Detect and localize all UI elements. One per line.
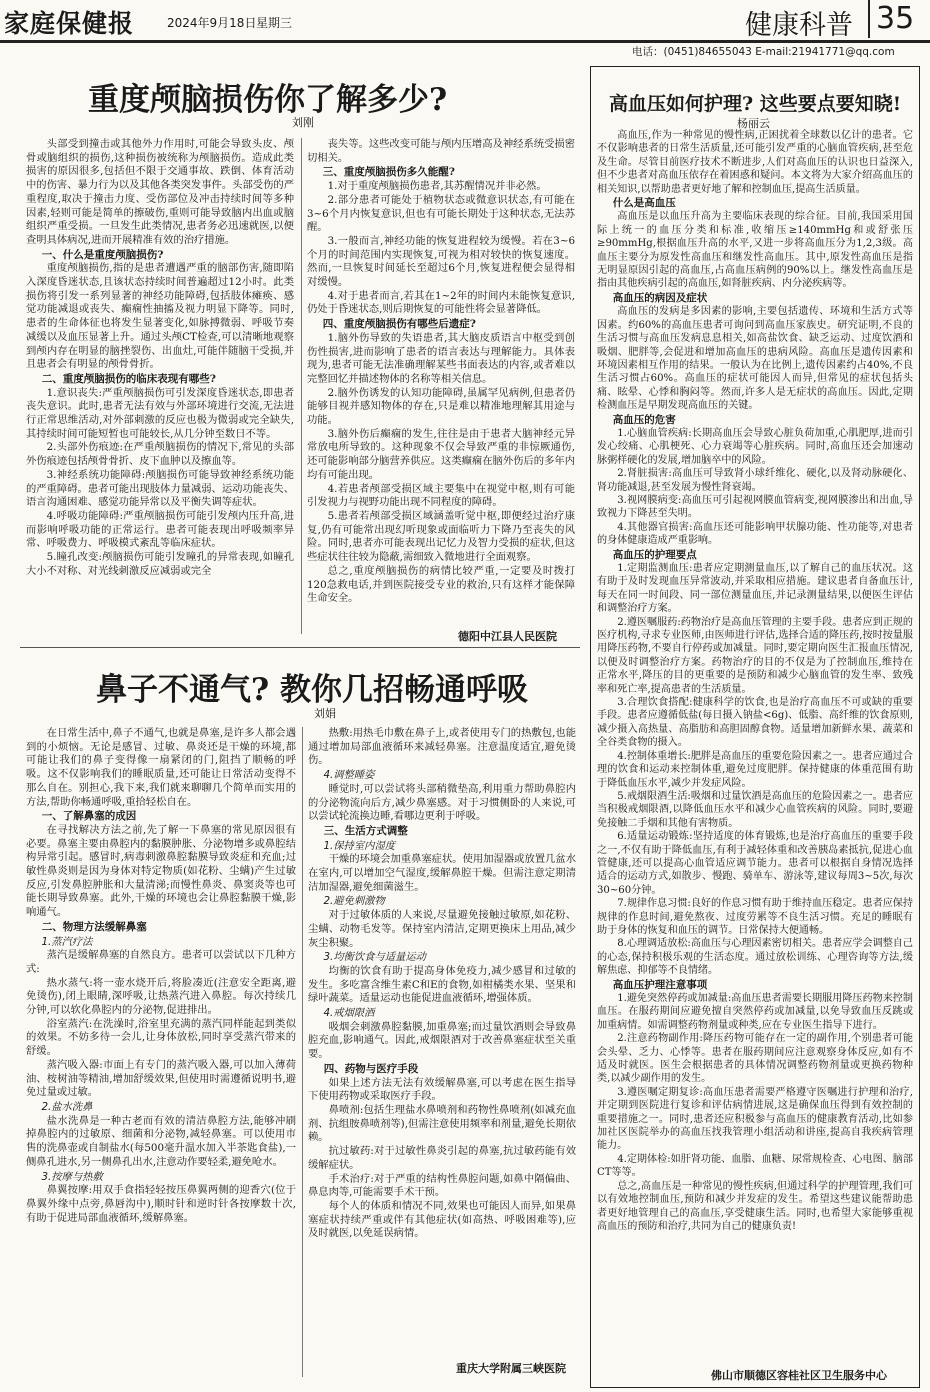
paragraph: 蒸汽吸入器:市面上有专门的蒸汽吸入器,可以加入薄荷油、桉树油等精油,增加舒缓效果,但使用时需遵循说明书,避免过量或过敏。 bbox=[26, 1058, 296, 1099]
paragraph: 3.视网膜病变:高血压可引起视网膜血管病变,视网膜渗出和出血,导致视力下降甚至失明。 bbox=[597, 494, 913, 520]
paragraph: 3.脑外伤后癫痫的发生,往往是由于患者大脑神经元异常放电所导致的。这种现象不仅会导致严重的非惊厥通伤,还可能影响部分脑营养供应。这类癫痫在脑外伤后的多年内均有可能出现。 bbox=[307, 427, 575, 481]
paragraph: 均衡的饮食有助于提高身体免疫力,减少感冒和过敏的发生。多吃富含维生素C和E的食物,如柑橘类水果、坚果和绿叶蔬菜。适量运动也能促进血液循环,增强体质。 bbox=[308, 964, 576, 1005]
paragraph: 手术治疗:对于严重的结构性鼻腔问题,如鼻中隔偏曲、鼻息肉等,可能需要手术干预。 bbox=[308, 1172, 576, 1199]
paragraph: 浴室蒸汽:在洗澡时,浴室里充满的蒸汽同样能起到类似的效果。不妨多待一会儿,让身体放松,同时享受蒸汽带来的舒缓。 bbox=[26, 1017, 296, 1058]
paragraph: 高血压是以血压升高为主要临床表现的综合征。目前,我国采用国际上统一的血压分类和标准,收缩压≥140mmHg和或舒张压≥90mmHg,根据血压升高的水平,又进一步将高血压分为1,2,3级。高血压主要分为原发性高血压和继发性高血压。其中,原发性高血压是指无明显原因引起的高血压,占高血压病例的90%以上。继发性高血压是指由其他疾病引起的高血压,如肾脏疾病、内分泌疾病等。 bbox=[597, 211, 913, 290]
paragraph: 2.脑外伤诱发的认知功能障碍,虽属罕见病例,但患者仍能够目视并感知物体的存在,只是难以精准地理解其用途与功能。 bbox=[307, 386, 575, 427]
paragraph: 高血压的发病是多因素的影响,主要包括遗传、环境和生活方式等因素。约60%的高血压患者可询问到高血压家族史。研究证明,不良的生活习惯与高血压发病息息相关,如高盐饮食、缺乏运动、过度饮酒和吸烟、肥胖等,会促进和增加高血压的患病风险。高血压是遗传因素和环境因素相互作用的结果。一般认为在比例上,遗传因素约占40%,不良生活习惯占60%。高血压的症状可能因人而异,但常见的症状包括头痛、眩晕、心悸和胸闷等。然而,许多人是无症状的高血压。因此,定期检测血压是早期发现高血压的关键。 bbox=[597, 306, 913, 412]
subheading: 2.避免刺激物 bbox=[323, 895, 385, 908]
paper-name: 家庭保健报 bbox=[4, 9, 135, 38]
subheading: 3.按摩与热敷 bbox=[41, 1170, 103, 1183]
paragraph: 抗过敏药:对于过敏性鼻炎引起的鼻塞,抗过敏药能有效缓解症状。 bbox=[308, 1145, 576, 1171]
paragraph: 1.定期监测血压:患者应定期测量血压,以了解自己的血压状况。这有助于及时发现血压异常波动,并采取相应措施。建议患者自备血压计,每天在同一时间段、同一部位测量血压,并记录测量结果,以便医生评估和调整治疗方案。 bbox=[597, 563, 913, 615]
paragraph: 4.若患者颅部受损区域主要集中在视觉中枢,则有可能引发视力与视野功能出现不同程度的障碍。 bbox=[307, 482, 575, 509]
subheading: 三、生活方式调整 bbox=[323, 824, 408, 837]
paragraph: 高血压,作为一种常见的慢性病,正困扰着全球数以亿计的患者。它不仅影响患者的日常生活质量,还可能引发严重的心脑血管疾病,甚至危及生命。尽管目前医疗技术不断进步,人们对高血压的认识也日益深入,但不少患者对高血压依存在着困惑和疑问。本文将为大家介绍高血压的相关知识,以帮助患者更好地了解和控制血压,提高生活质量。 bbox=[597, 130, 913, 195]
paragraph: 热水蒸气:将一壶水烧开后,将脸凑近(注意安全距离,避免烫伤),闭上眼睛,深呼吸,让热蒸汽进入鼻腔。每次持续几分钟,可以软化鼻腔内的分泌物,促进排出。 bbox=[26, 976, 296, 1017]
subheading: 二、物理方法缓解鼻塞 bbox=[41, 920, 147, 933]
subheading: 一、什么是重度颅脑损伤? bbox=[41, 248, 164, 261]
article3-title: 高血压如何护理? 这些要点要知晓! bbox=[609, 93, 902, 115]
article1-source: 德阳中江县人民医院 bbox=[458, 630, 557, 643]
paragraph: 4.呼吸功能障碍:严重颅脑损伤可能引发颅内压升高,进而影响呼吸功能的正常运行。患者可能表现出呼吸频率异常、呼吸费力、呼吸模式紊乱等临床症状。 bbox=[26, 509, 294, 550]
paragraph: 4.其他器官损害:高血压还可能影响甲状腺功能、性功能等,对患者的身体健康造成严重影响。 bbox=[597, 521, 913, 547]
article1-title: 重度颅脑损伤你了解多少? bbox=[88, 82, 448, 118]
subheading: 高血压的护理要点 bbox=[612, 548, 697, 561]
paragraph: 每个人的体质和情况不同,效果也可能因人而异,如果鼻塞症状持续严重或伴有其他症状(如高热、呼吸困难等),应及时就医,以免延误病情。 bbox=[308, 1199, 576, 1240]
paragraph: 1.对于重度颅脑损伤患者,其苏醒情况并非必然。 bbox=[327, 180, 547, 193]
paragraph: 2.头部外伤痕迹:在严重颅脑损伤的情况下,常见的头部外伤痕迹包括颅骨骨折、皮下血肿以及擦血等。 bbox=[26, 441, 294, 468]
subheading: 四、重度颅脑损伤有哪些后遗症? bbox=[322, 318, 476, 331]
subheading: 四、药物与医疗手段 bbox=[323, 1062, 419, 1075]
page-number: 35 bbox=[868, 0, 914, 38]
paragraph: 2.注意药物副作用:降压药物可能存在一定的副作用,个别患者可能会头晕、乏力、心悸等。患者在服药期间应注意观察身体反应,如有不适及时就医。医生会根据患者的具体情况调整药物剂量或更换药物种类,以减少副作用的发生。 bbox=[597, 1033, 913, 1085]
paragraph: 重度颅脑损伤,指的是患者遭遇严重的脑部伤害,随即陷入深度昏迷状态,且该状态持续时间普遍超过12小时。此类损伤将引发一系列显著的神经功能障碍,包括肢体瘫痪、感觉功能减退或丧失、癫痫性抽搐及视力明显下降等。同时,患者的生命体征也将发生显著变化,如脉搏微弱、呼吸节奏减缓以及血压显著上升。通过头颅CT检查,可以清晰地观察到颅内存在明显的脑挫裂伤、出血灶,可能伴随脑干受损,并且患者会有明显的颅骨骨折。 bbox=[26, 262, 294, 371]
paragraph: 5.戒烟限酒生活:吸烟和过量饮酒是高血压的危险因素之一。患者应当积极戒烟限酒,以降低血压水平和减少心血管疾病的风险。同时,要避免接触二手烟和其他有害物质。 bbox=[597, 790, 913, 829]
paragraph: 6.适量运动锻炼:坚持适度的体育锻炼,也是治疗高血压的重要手段之一,不仅有助于降低血压,有利于减轻体重和改善胰岛素抵抗,促进心血管健康,还可以提高心血管适应调节能力。患者可以根据自身情况选择适合的运动方式,如散步、慢跑、骑单车、游泳等,建议每周3~5次,每次30~60分钟。 bbox=[597, 831, 913, 896]
article2-column-2 bbox=[308, 727, 576, 1357]
paragraph: 4.定期体检:如肝肾功能、血脂、血糖、尿常规检查、心电图、脑部CT等等。 bbox=[597, 1153, 913, 1179]
paragraph: 4.对于患者而言,若其在1~2年的时间内未能恢复意识,仍处于昏迷状态,则后期恢复的可能性将会显著降低。 bbox=[307, 289, 575, 316]
article3-source: 佛山市顺德区容桂社区卫生服务中心 bbox=[711, 1369, 887, 1382]
paragraph: 干燥的环境会加重鼻塞症状。使用加湿器或放置几盆水在室内,可以增加空气湿度,缓解鼻腔干燥。但需注意定期清洁加湿器,避免细菌滋生。 bbox=[308, 853, 576, 893]
issue-weekday: 星期三 bbox=[256, 16, 293, 30]
section-divider bbox=[20, 647, 580, 648]
article3-author: 杨丽云 bbox=[737, 117, 770, 130]
article3-box bbox=[590, 66, 920, 1388]
column-divider bbox=[302, 727, 303, 1377]
subheading: 1.蒸汽疗法 bbox=[41, 935, 93, 948]
subheading: 高血压的危害 bbox=[612, 413, 676, 426]
subheading: 二、重度颅脑损伤的临床表现有哪些? bbox=[41, 372, 216, 385]
article3-body bbox=[597, 129, 913, 1361]
paragraph: 3.合理饮食搭配:健康科学的饮食,也是治疗高血压不可或缺的重要手段。患者应遵循低盐(每日摄入钠盐<6g)、低脂、高纤维的饮食原则,减少摄入高热量、高脂肪和高胆固醇食物。适量增加新鲜水果、蔬菜和全谷类食物的摄入。 bbox=[597, 697, 913, 749]
contact-line: 电话：(0451)84655043 E-mail:21941771@qq.com bbox=[632, 46, 895, 58]
subheading: 高血压护理注意事项 bbox=[612, 978, 708, 991]
subheading: 什么是高血压 bbox=[612, 197, 676, 210]
article2-source: 重庆大学附属三峡医院 bbox=[456, 1362, 566, 1375]
paragraph: 热敷:用热毛巾敷在鼻子上,或者使用专门的热敷包,也能通过增加局部血液循环来减轻鼻塞。注意温度适宜,避免烫伤。 bbox=[308, 727, 576, 767]
paragraph: 总之,高血压是一种常见的慢性疾病,但通过科学的护理管理,我们可以有效地控制血压,预防和减少并发症的发生。希望这些建议能帮助患者更好地管理自己的高血压,享受健康生活。同时,也希望大家能够重视高血压的预防和治疗,共同为自己的健康负责! bbox=[597, 1180, 913, 1232]
paragraph: 如果上述方法无法有效缓解鼻塞,可以考虑在医生指导下使用药物或采取医疗手段。 bbox=[308, 1076, 576, 1103]
paragraph: 3.一般而言,神经功能的恢复进程较为缓慢。若在3~6个月的时间范围内实现恢复,可视为相对较快的恢复速度。然而,一旦恢复时间延长至超过6个月,恢复进程便会显得相对缓慢。 bbox=[307, 234, 575, 289]
paragraph: 1.脑外伤导致的失语患者,其大脑皮质语言中枢受到创伤性损害,进而影响了患者的语言表达与理解能力。具体表现为,患者可能无法准确理解某些书面表达的内容,或者难以完整回忆并描述物体的名称等相关信息。 bbox=[307, 331, 575, 385]
subheading: 高血压的病因及症状 bbox=[612, 291, 708, 304]
article1-column-2 bbox=[307, 138, 575, 628]
subheading: 1.保持室内湿度 bbox=[323, 839, 396, 852]
article2-column-1 bbox=[26, 727, 296, 1382]
article2-title: 鼻子不通气? 教你几招畅通呼吸 bbox=[96, 672, 528, 708]
issue-date: 2024年9月18日 bbox=[167, 16, 257, 30]
subheading: 三、重度颅脑损伤多久能醒? bbox=[322, 166, 455, 179]
paragraph: 鼻喷剂:包括生理盐水鼻喷剂和药物性鼻喷剂(如减充血剂、抗组胺鼻喷剂等),但需注意使用频率和剂量,避免长期依赖。 bbox=[308, 1103, 576, 1144]
paragraph: 5.瞳孔改变:颅脑损伤可能引发瞳孔的异常表现,如瞳孔大小不对称、对光线刺激反应减弱或完全 bbox=[26, 551, 294, 577]
masthead bbox=[0, 0, 930, 43]
paragraph: 1.意识丧失:严重颅脑损伤可引发深度昏迷状态,即患者丧失意识。此时,患者无法有效与外部环境进行交流,无法进行正常思维活动,对外部刺激的反应也极为微弱或完全缺失,其持续时间可能短暂也可能较长,从几分钟至数日不等。 bbox=[26, 386, 294, 440]
article1-author: 刘刚 bbox=[292, 116, 314, 129]
paragraph: 盐水洗鼻是一种古老而有效的清洁鼻腔方法,能够冲刷掉鼻腔内的过敏原、细菌和分泌物,减轻鼻塞。可以使用市售的洗鼻壶或自制盐水(每500毫升温水加入半茶匙食盐),一侧鼻孔进水,另一侧鼻孔出水,注意动作要轻柔,避免呛水。 bbox=[26, 1114, 296, 1168]
subheading: 一、了解鼻塞的成因 bbox=[41, 810, 137, 823]
article2-author: 刘娟 bbox=[314, 707, 336, 720]
paragraph: 2.部分患者可能处于植物状态或微意识状态,有可能在3~6个月内恢复意识,但也有可能长期处于这种状态,无法苏醒。 bbox=[307, 193, 575, 234]
paragraph: 5.患者若颅部受损区域涵盖听觉中枢,即便经过治疗康复,仍有可能常出现幻听现象或面临听力下降乃至丧失的风险。同时,患者亦可能表现出记忆力及智力受损的症状,但这些症状往往较为隐蔽,需细致入微地进行全面观察。 bbox=[307, 509, 575, 564]
paragraph: 1.心脑血管疾病:长期高血压会导致心脏负荷加重,心肌肥厚,进而引发心绞痛、心肌梗死、心力衰竭等心脏疾病。同时,高血压还会加速动脉粥样硬化的发展,增加脑卒中的风险。 bbox=[597, 427, 913, 466]
paragraph: 在寻找解决方法之前,先了解一下鼻塞的常见原因很有必要。鼻塞主要由鼻腔内的黏膜肿胀、分泌物增多或鼻腔结构异常引起。感冒时,病毒刺激鼻腔黏膜导致炎症和充血;过敏性鼻炎则是因为身体对特定物质(如花粉、尘螨)产生过敏反应,引发鼻腔肿胀和大量清涕;而慢性鼻炎、鼻窦炎等也可能长期导致鼻塞。此外,干燥的环境也会让鼻腔黏膜干燥,影响通气。 bbox=[26, 823, 296, 919]
paragraph: 总之,重度颅脑损伤的病情比较严重,一定要及时拨打120急救电话,并到医院接受专业的救治,只有这样才能保障生命安全。 bbox=[307, 564, 575, 605]
article1-column-1 bbox=[26, 138, 294, 636]
paragraph: 在日常生活中,鼻子不通气,也就是鼻塞,是许多人都会遇到的小烦恼。无论是感冒、过敏、鼻炎还是干燥的环境,都可能让我们的鼻子变得像一扇紧闭的门,阻挡了顺畅的呼吸。这不仅影响我们的睡眠质量,还可能让日常活动变得不那么自在。别担心,我下来,我们就来聊聊几个简单而实用的方法,帮助你畅通呼吸,重拾轻松自在。 bbox=[26, 727, 296, 808]
paragraph: 8.心理调适放松:高血压与心理因素密切相关。患者应学会调整自己的心态,保持积极乐观的生活态度。通过放松训练、心理咨询等方法,缓解焦虑、抑郁等不良情绪。 bbox=[597, 938, 913, 977]
paragraph: 鼻翼按摩:用双手食指轻轻按压鼻翼两侧的迎香穴(位于鼻翼外缘中点旁,鼻唇沟中),顺时针和逆时针各按摩数十次,有助于促进局部血液循环,缓解鼻塞。 bbox=[26, 1184, 296, 1224]
subheading: 2.盐水洗鼻 bbox=[41, 1100, 93, 1113]
paragraph: 3.遵医嘱定期复诊:高血压患者需要严格遵守医嘱进行护理和治疗,并定期到医院进行复诊和评估病情进展,这是确保血压得到有效控制的重要措施之一。同时,患者还应积极参与高血压的健康教育活动,比如参加社区医院举办的高血压找我管理小组活动和讲座,提高自我疾病管理能力。 bbox=[597, 1086, 913, 1152]
paragraph: 2.肾脏损害:高血压可导致肾小球纤维化、硬化,以及肾动脉硬化、肾功能减退,甚至发展为慢性肾衰竭。 bbox=[597, 468, 913, 493]
subheading: 4.戒烟限酒 bbox=[323, 1007, 375, 1020]
paragraph: 丧失等。这些改变可能与颅内压增高及神经系统受损密切相关。 bbox=[307, 138, 575, 164]
subheading: 4.调整睡姿 bbox=[323, 769, 375, 782]
paragraph: 睡觉时,可以尝试将头部稍微垫高,利用重力帮助鼻腔内的分泌物流向后方,减少鼻塞感。对于习惯侧卧的人来说,可以尝试轮流换边睡,看哪边更利于呼吸。 bbox=[308, 782, 576, 823]
paragraph: 2.遵医嘱服药:药物治疗是高血压管理的主要手段。患者应到正规的医疗机构,寻求专业医师,由医师进行评估,选择合适的降压药,按时按量服用降压药物,不要自行停药或加减量。同时,要定期向医生汇报血压情况,以便及时调整治疗方案。药物治疗的目的不仅是为了控制血压,维持在正常水平,降压的目的更重要的是预防和减少心脑血管的发生率、致残率和死亡率,提高患者的生活质量。 bbox=[597, 616, 913, 695]
column-divider bbox=[301, 138, 302, 634]
paragraph: 1.避免突然停药或加减量:高血压患者需要长期服用降压药物来控制血压。在服药期间应避免擅自突然停药或加减量,以免导致血压反跳或加重病情。如需调整药物剂量或种类,应在专业医生指导下进行。 bbox=[597, 993, 913, 1031]
paragraph: 7.规律作息习惯:良好的作息习惯有助于维持血压稳定。患者应保持规律的作息时间,避免熬夜、过度劳累等不良生活习惯。充足的睡眠有助于身体的恢复和血压的调节。日常保持大便通畅。 bbox=[597, 898, 913, 936]
paragraph: 3.神经系统功能障碍:颅脑损伤可能导致神经系统功能的严重障碍。患者可能出现肢体力量减弱、运动功能丧失、语言沟通困难、感觉功能异常以及平衡失调等症状。 bbox=[26, 468, 294, 509]
paragraph: 蒸汽是缓解鼻塞的自然良方。患者可以尝试以下几种方式: bbox=[26, 949, 296, 975]
column-name: 健康科普 bbox=[745, 10, 853, 41]
paragraph: 吸烟会刺激鼻腔黏膜,加重鼻塞;而过量饮酒则会导致鼻腔充血,影响通气。因此,戒烟限酒对于改善鼻塞症状至关重要。 bbox=[308, 1020, 576, 1061]
subheading: 3.均衡饮食与适量运动 bbox=[323, 951, 426, 964]
paragraph: 对于过敏体质的人来说,尽量避免接触过敏原,如花粉、尘螨、动物毛发等。保持室内清洁,定期更换床上用品,减少灰尘积聚。 bbox=[308, 909, 576, 949]
paragraph: 头部受到撞击或其他外力作用时,可能会导致头皮、颅骨或脑组织的损伤,这种损伤被统称为颅脑损伤。造成此类损害的原因很多,包括但不限于交通事故、跌倒、体育活动中的伤害、暴力行为以及其他各类突发事件。头部受伤的严重程度,取决于撞击力度、受伤部位及冲击持续时间等多种因素,轻则可能是简单的擦破伤,重则可能导致脑内出血或脑组织严重受损。一旦发生此类情况,患者务必迅速就医,以便查明具体病况,进而开展精准有效的治疗措施。 bbox=[26, 138, 294, 246]
paragraph: 4.控制体重增长:肥胖是高血压的重要危险因素之一。患者应通过合理的饮食和运动来控制体重,避免过度肥胖。保持健康的体重范围有助于降低血压水平,减少并发症风险。 bbox=[597, 750, 913, 789]
